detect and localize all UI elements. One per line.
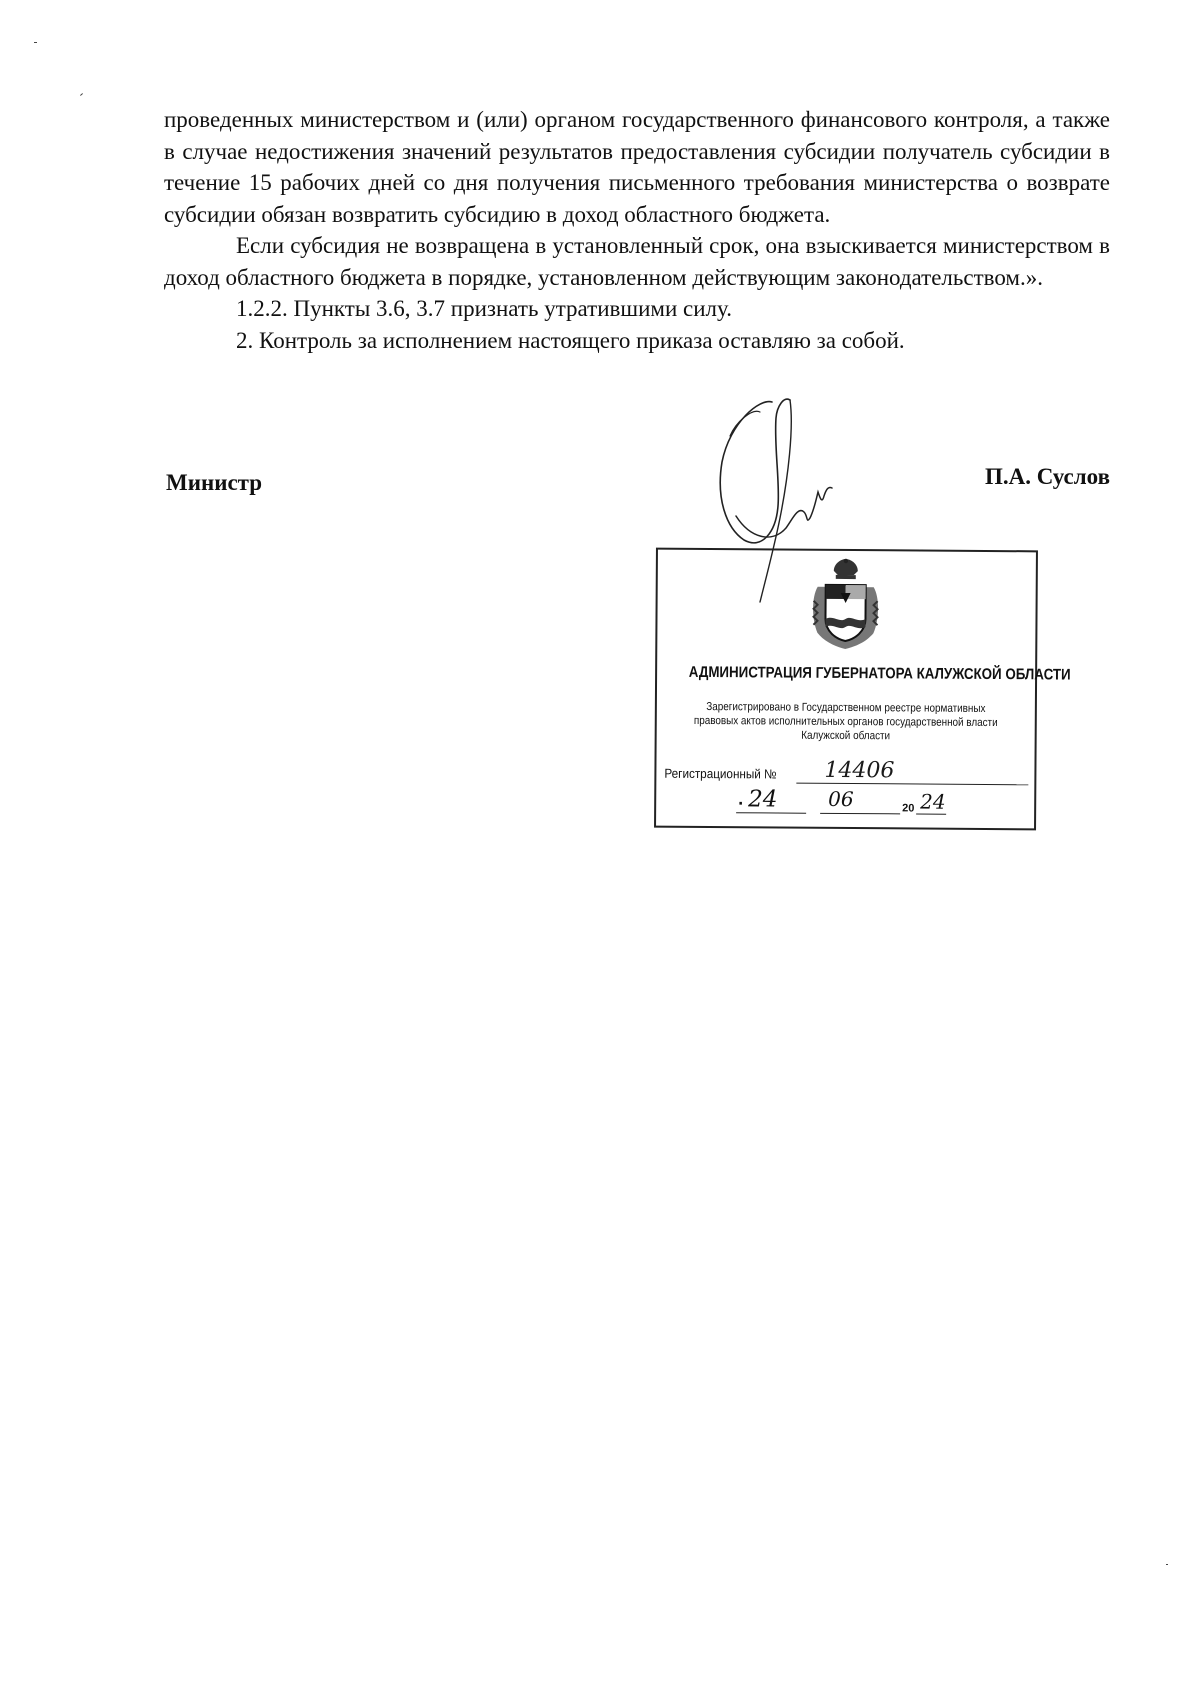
- stamp-registration-number: 14406: [824, 757, 895, 784]
- date-underline: [820, 813, 900, 815]
- stamp-registration-date: [736, 786, 996, 822]
- stamp-registration-number-line: [664, 757, 895, 784]
- scan-artifact: [1166, 1564, 1168, 1565]
- stamp-note-line: Зарегистрировано в Государственном реестре нормативных: [706, 701, 986, 715]
- paragraph-3: 1.2.2. Пункты 3.6, 3.7 признать утратившими силу.: [236, 296, 732, 321]
- stamp-note-line: правовых актов исполнительных органов государственной власти: [693, 714, 998, 730]
- signatory-name: П.А. Суслов: [984, 464, 1110, 489]
- kaluga-coat-of-arms-emblem: [807, 557, 884, 652]
- date-underline: [916, 813, 946, 814]
- stamp-registration-note: [685, 700, 1007, 744]
- registration-stamp: [654, 548, 1071, 831]
- signatory-title: Министр: [166, 470, 263, 495]
- stamp-date-year-prefix: 20: [902, 802, 915, 815]
- stamp-date-year-suffix: 24: [920, 789, 946, 814]
- stamp-organization: АДМИНИСТРАЦИЯ ГУБЕРНАТОРА КАЛУЖСКОЙ ОБЛАСТИ: [688, 663, 1071, 684]
- stamp-date-day: 24: [748, 786, 778, 813]
- date-quote-mark: ·: [738, 793, 745, 814]
- scan-artifact: [34, 42, 37, 43]
- paragraph-1: проведенных министерством и (или) органом государственного финансового контроля, а также в случае недостижения значений результатов предоставления субсидии получатель субсидии в течение 15 рабочих дней со дня получения письменного требования министерства о возврате субсидии обязан возвратить субсидию в доход областного бюджета.: [164, 107, 1110, 227]
- stamp-date-month: 06: [828, 786, 854, 812]
- stamp-note-line: Калужской области: [801, 729, 891, 743]
- document-body: [164, 104, 1110, 356]
- stamp-registration-label: Регистрационный №: [664, 765, 777, 782]
- paragraph-4: 2. Контроль за исполнением настоящего приказа оставляю за собой.: [236, 327, 905, 353]
- date-underline: [736, 812, 806, 813]
- stamp-number-underline: [796, 783, 1028, 786]
- scan-artifact: [80, 93, 83, 96]
- paragraph-2: Если субсидия не возвращена в установленный срок, она взыскивается министерством в доход областного бюджета в порядке, установленном действующим законодательством.».: [164, 233, 1110, 290]
